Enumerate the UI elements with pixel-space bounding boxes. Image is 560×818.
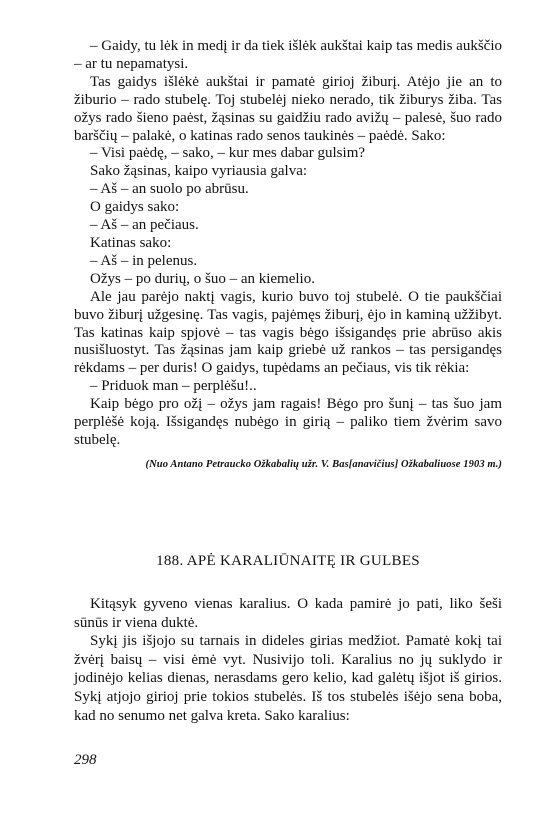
page-number: 298: [74, 752, 97, 768]
dialog-line: Ožys – po durių, o šuo – an kiemelio.: [90, 270, 315, 287]
dialog-line: – Aš – an suolo po abrūsu.: [90, 181, 249, 198]
dialog-line: – Priduok man – perplėšu!..: [90, 378, 257, 395]
paragraph: Kaip bėgo pro ožį – ožys jam ragais! Bėgo pro šunį – tas šuo jam perplėšė koją. Išsigandęs nubėgo in girią – paliko tiem žvėrim savo stubelę.: [74, 396, 502, 448]
paragraph: Sykį jis išjojo su tarnais in dideles girias medžiot. Pamatė kokį tai žvėrį baisų – visi ėmė vyt. Nusivijo toli. Karalius no jų suklydo ir jodinėjo kelias dienas, nerasdams gero kelio, kad galėtų išjot iš girios. Sykį atjojo girioj prie tokios stubelės. Iš tos stubelės išėjo sena boba, kad no senumo net galva kreta. Sako karalius:: [74, 633, 502, 724]
dialog-line: – Aš – an pečiaus.: [90, 217, 199, 234]
next-story-text: [74, 595, 502, 725]
paragraph: Kitąsyk gyveno vienas karalius. O kada pamirė jo pati, liko šeši sūnūs ir viena duktė.: [74, 596, 502, 631]
dialog-line: Katinas sako:: [90, 234, 172, 251]
dialog-line: – Aš – in pelenus.: [90, 252, 198, 269]
dialog-line: O gaidys sako:: [90, 199, 180, 216]
dialog-line: – Visi paėdę, – sako, – kur mes dabar gulsim?: [90, 145, 366, 162]
dialog-line: Sako žąsinas, kaipo vyriausia galva:: [90, 163, 308, 180]
source-note: (Nuo Antano Petraucko Ožkabalių užr. V. Bas[anavičius] Ožkabaliuose 1903 m.): [145, 458, 502, 470]
paragraph: – Gaidy, tu lėk in medį ir da tiek išlėk aukštai kaip tas medis aukščio – ar tu nepamatysi.: [74, 38, 502, 72]
paragraph: Tas gaidys išlėkė aukštai ir pamatė girioj žiburį. Atėjo jie an to žiburio – rado stubelę. Toj stubelėj nieko nerado, tik žiburys žiba. Tas ožys rado šieno paėst, žąsinas su gaidžiu rado avižų – palesė, šuo rado barščių – palakė, o katinas rado senos taukinės – paėdė. Sako:: [74, 73, 502, 144]
story-end-text: [74, 38, 502, 470]
paragraph: Ale jau parėjo naktį vagis, kurio buvo toj stubelė. O tie paukščiai buvo žiburį užgesinę. Tas vagis, pajėmęs žiburį, ėjo in kaminą užžibyt. Tas katinas kaip spjovė – tas vagis bėgo išsigandęs prie abrūso akis nusišluostyt. Tas žąsinas jam kaip griebė už rankos – tas persigandęs rėkdams – per duris! O gaidys, tupėdams an pečiaus, vis tik rėkia:: [74, 288, 502, 377]
story-heading: 188. APĖ KARALIŪNAITĘ IR GULBES: [156, 553, 420, 569]
